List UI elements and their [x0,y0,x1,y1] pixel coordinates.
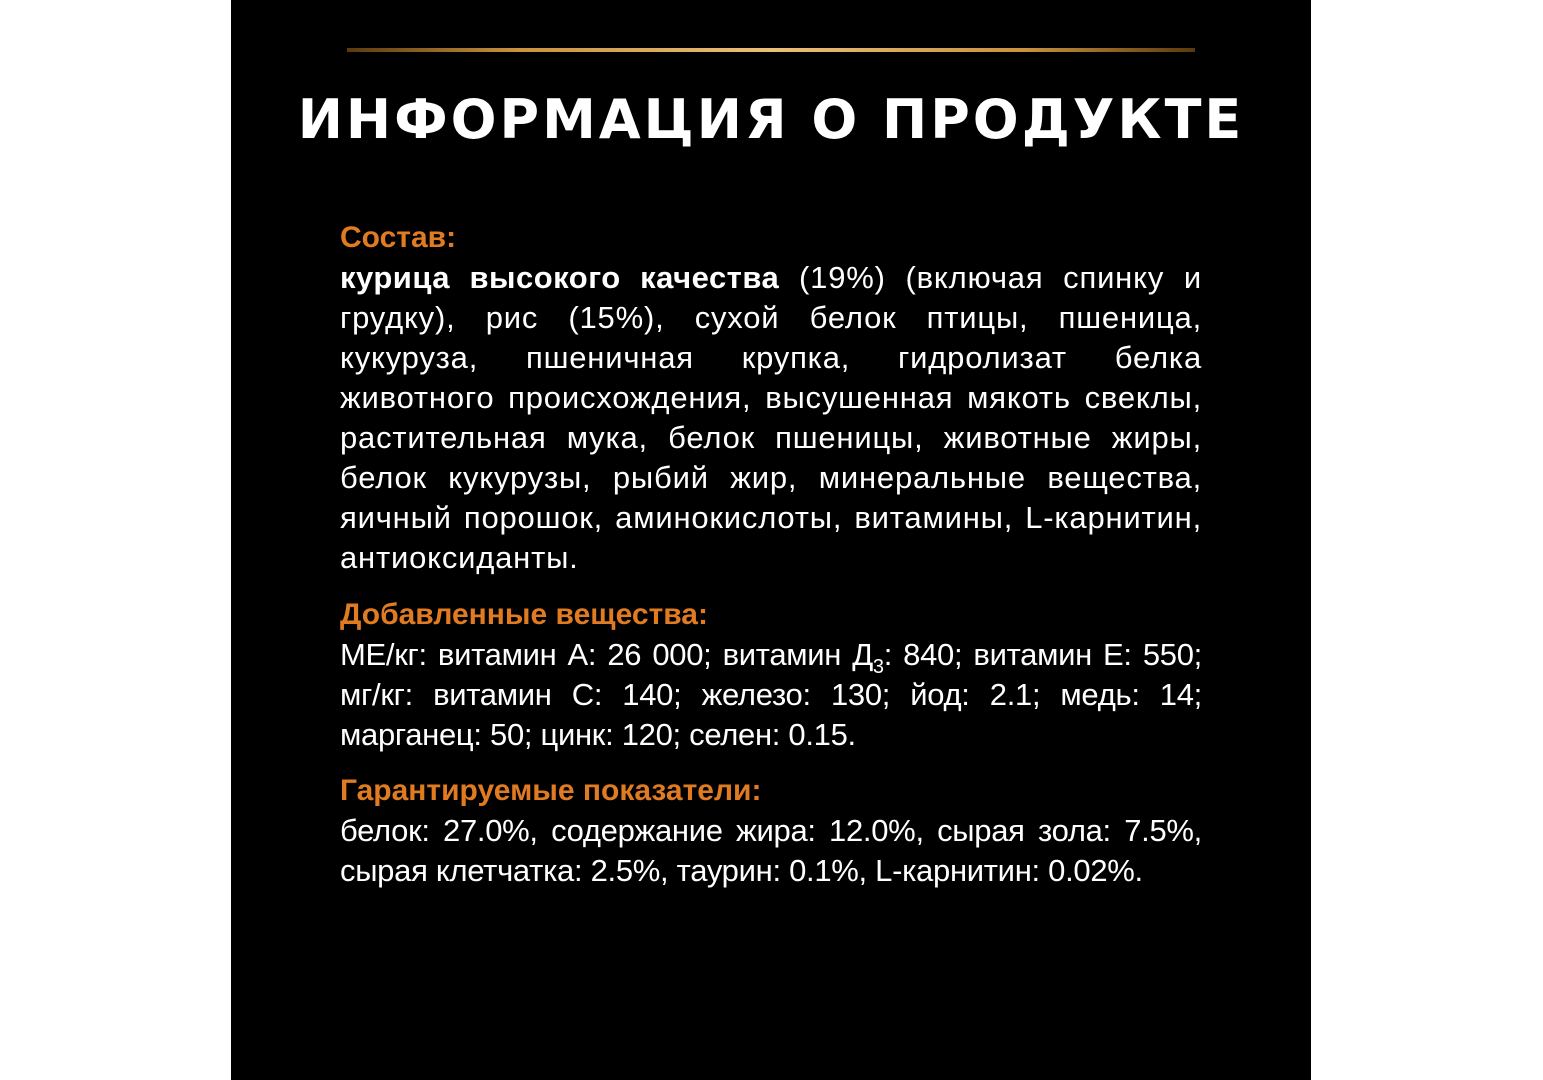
additives-body-start: МЕ/кг: витамин А: 26 000; витамин Д [340,637,873,672]
gold-divider-line [347,48,1195,52]
guaranteed-text: белок: 27.0%, содержание жира: 12.0%, сырая зола: 7.5%, сырая клетчатка: 2.5%, таурин: 0.1%, L-карнитин: 0.02%. [340,813,1202,888]
product-info-panel [231,0,1311,1080]
composition-heading: Состав: [340,221,457,254]
composition-bold-lead: курица высокого качества [340,260,780,295]
additives-body-end: : 840; витамин Е: 550; мг/кг: витамин С: 140; железо: 130; йод: 2.1; медь: 14; марганец: 50; цинк: 120; селен: 0.15. [340,637,1202,752]
page-title: ИНФОРМАЦИЯ О ПРОДУКТЕ [297,88,1245,151]
composition-text [340,258,1202,578]
additives-heading: Добавленные вещества: [340,598,708,631]
composition-body: (19%) (включая спинку и грудку), рис (15%), сухой белок птицы, пшеница, кукуруза, пшеничная крупка, гидролизат белка животного происхождения, высушенная мякоть свеклы, растительная мука, белок пшеницы, животные жиры, белок кукурузы, рыбий жир, минеральные вещества, яичный порошок, аминокислоты, витамины, L-карнитин, антиоксиданты. [340,260,1202,575]
guaranteed-heading: Гарантируемые показатели: [340,774,762,807]
additives-text [340,635,1202,755]
spacer [340,755,1202,771]
product-info-content [340,218,1202,891]
additives-subscript: 3 [872,656,884,678]
spacer [340,578,1202,595]
